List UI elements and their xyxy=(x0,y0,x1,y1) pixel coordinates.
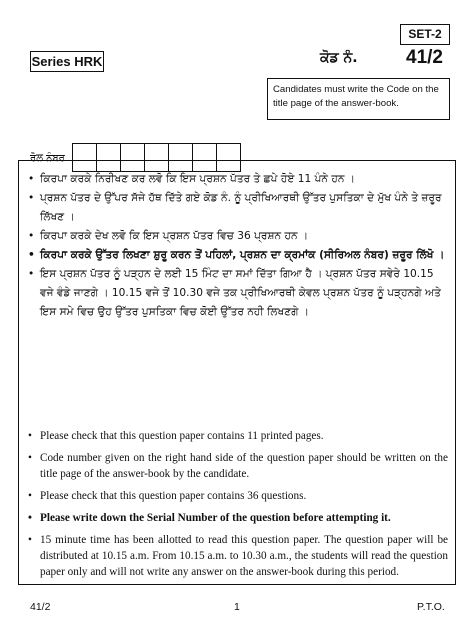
bullet: • xyxy=(28,512,32,524)
page-number: 1 xyxy=(234,601,240,613)
code-value: 41/2 xyxy=(406,47,443,68)
bullet: • xyxy=(28,452,32,464)
bullet: • xyxy=(28,192,35,204)
punjabi-instruction: • ਕਿਰਪਾ ਕਰਕੇ ਨਿਰੀਖਣ ਕਰ ਲਵੋ ਕਿ ਇਸ ਪ੍ਰਸ਼ਨ ਪੱਤਰ ਤੇ ਛਪੇ ਹੋਏ 11 ਪੰਨੇ ਹਨ । xyxy=(18,170,450,189)
code-label: ਕੋਡ ਨੰ. xyxy=(320,50,358,66)
english-instruction: • Please write down the Serial Number of the question before attempting it. xyxy=(28,512,391,524)
english-instructions xyxy=(18,428,456,580)
bullet: • xyxy=(28,490,32,502)
candidate-note: Candidates must write the Code on the title page of the answer-book. xyxy=(267,78,450,120)
punjabi-instruction: • ਕਿਰਪਾ ਕਰਕੇ ਉੱਤਰ ਲਿਖਣਾ ਸ਼ੁਰੂ ਕਰਨ ਤੋਂ ਪਹਿਲਾਂ, ਪ੍ਰਸ਼ਨ ਦਾ ਕ੍ਰਮਾਂਕ (ਸੀਰਿਅਲ ਨੰਬਰ) ਜ਼ਰੂਰ ਲਿੱਖੋ । xyxy=(18,246,450,265)
series-label: Series HRK xyxy=(30,51,104,72)
punjabi-instruction: • ਇਸ ਪ੍ਰਸ਼ਨ ਪੱਤਰ ਨੂੰ ਪੜ੍ਹਨ ਦੇ ਲਈ 15 ਮਿੰਟ ਦਾ ਸਮਾਂ ਦਿੱਤਾ ਗਿਆ ਹੈ । ਪ੍ਰਸ਼ਨ ਪੱਤਰ ਸਵੇਰੇ 10.15 ਵਜੇ ਵੰਡੇ ਜਾਣਗੇ । 10.15 ਵਜੇ ਤੋਂ 10.30 ਵਜੇ ਤਕ ਪ੍ਰੀਖਿਆਰਥੀ ਕੇਵਲ ਪ੍ਰਸ਼ਨ ਪੱਤਰ ਨੂੰ ਪੜ੍ਹਨਗੇ ਅਤੇ ਇਸ ਸਮੇ ਵਿਚ ਉਹ ਉੱਤਰ ਪੁਸਤਿਕਾ ਵਿਚ ਕੋਈ ਉੱਤਰ ਨਹੀ ਲਿਖਣਗੇ । xyxy=(18,265,450,322)
pto-label: P.T.O. xyxy=(417,601,445,613)
bullet: • xyxy=(28,534,32,546)
english-instruction: • Please check that this question paper contains 11 printed pages. xyxy=(28,430,324,442)
punjabi-instruction: • ਪ੍ਰਸ਼ਨ ਪੱਤਰ ਦੇ ਉੱਪਰ ਸੱਜੇ ਹੱਥ ਦਿੱਤੇ ਗਏ ਕੋਡ ਨੰ. ਨੂੰ ਪ੍ਰੀਖਿਆਰਥੀ ਉੱਤਰ ਪੁਸਤਿਕਾ ਦੇ ਮੁੱਖ ਪੰਨੇ ਤੇ ਜ਼ਰੂਰ ਲਿੱਖਣ । xyxy=(18,189,450,227)
english-instruction: • 15 minute time has been allotted to read this question paper. The question paper will be distributed at 10.15 a.m. From 10.15 a.m. to 10.30 a.m., the students will read the question paper only and will not write any answer on the answer-book during this period. xyxy=(28,534,448,578)
footer-code: 41/2 xyxy=(30,601,51,613)
bullet: • xyxy=(28,173,35,185)
roll-number-label: ਰੋਲ ਨੰਬਰ xyxy=(30,153,65,164)
english-instruction: • Code number given on the right hand side of the question paper should be written on the title page of the answer-book by the candidate. xyxy=(28,452,448,480)
set-label: SET-2 xyxy=(400,24,450,45)
bullet: • xyxy=(28,268,35,280)
punjabi-instructions xyxy=(18,170,450,322)
bullet: • xyxy=(28,230,35,242)
bullet: • xyxy=(28,249,35,261)
english-instruction: • Please check that this question paper contains 36 questions. xyxy=(28,490,307,502)
bullet: • xyxy=(28,430,32,442)
punjabi-instruction: • ਕਿਰਪਾ ਕਰਕੇ ਦੇਖ ਲਵੋ ਕਿ ਇਸ ਪ੍ਰਸ਼ਨ ਪੱਤਰ ਵਿਚ 36 ਪ੍ਰਸ਼ਨ ਹਨ । xyxy=(18,227,450,246)
